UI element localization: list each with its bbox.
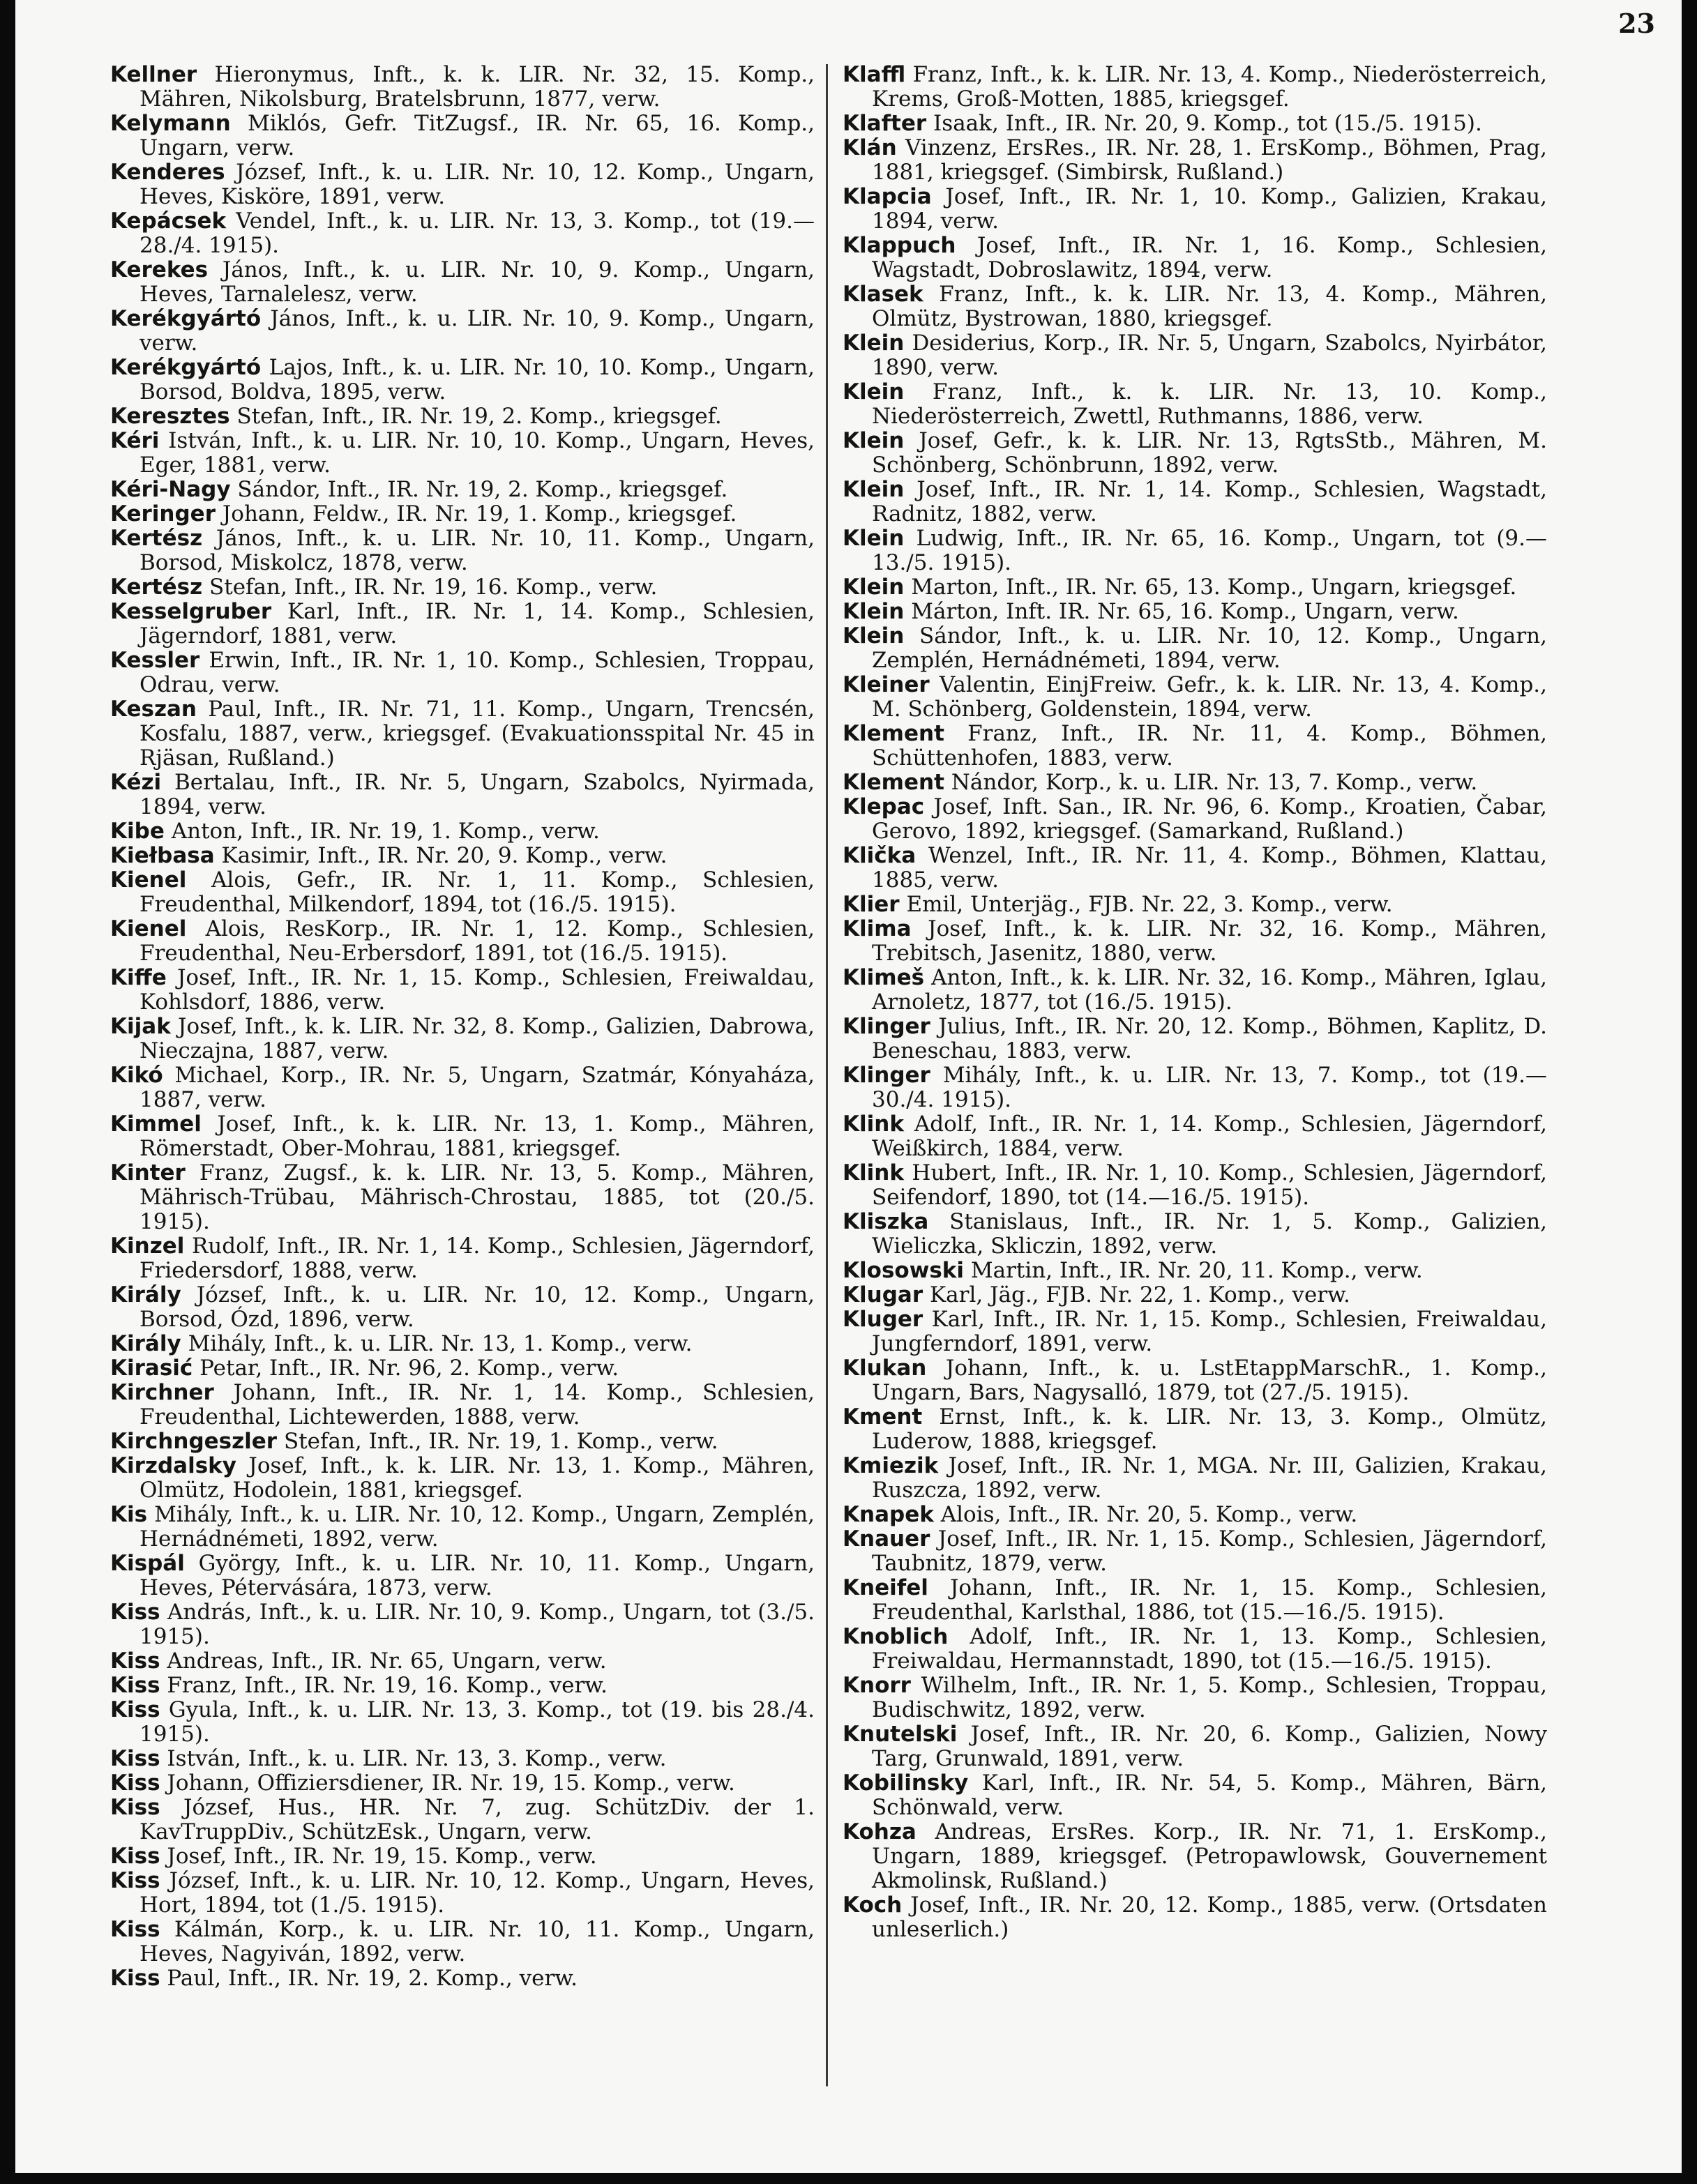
scan-border-right [1682,0,1697,2184]
register-entry [110,1112,815,1161]
register-entry [110,307,815,356]
entry-details: Alois, Gefr., IR. Nr. 1, 11. Komp., Schlesien, Freudenthal, Milkendorf, 1894, tot (16./5. 1915). [139,867,815,917]
register-entry [110,1747,815,1771]
register-entry [843,234,1547,282]
register-entry [843,1771,1547,1820]
register-entry [110,697,815,771]
entry-surname: Klement [843,721,944,746]
register-entry [110,1015,815,1063]
entry-surname: Kepácsek [110,208,227,234]
register-entry [110,1063,815,1112]
entry-surname: Klein [843,477,905,502]
entry-details: József, Inft., k. u. LIR. Nr. 10, 12. Komp., Ungarn, Heves, Kisköre, 1891, verw. [139,160,815,209]
register-entry [843,136,1547,185]
entry-surname: Klier [843,892,900,917]
register-entry [843,600,1547,624]
entry-surname: Kiss [110,1746,160,1771]
entry-details: Alois, ResKorp., IR. Nr. 1, 12. Komp., Schlesien, Freudenthal, Neu-Erbersdorf, 1891, tot (16./5. 1915). [139,916,815,966]
register-entry [110,1771,815,1796]
entry-details: Sándor, Inft., k. u. LIR. Nr. 10, 12. Komp., Ungarn, Zemplén, Hernádnémeti, 1894, verw. [872,623,1548,673]
entry-surname: Kijak [110,1014,171,1039]
register-entry [843,1405,1547,1454]
entry-surname: Kiss [110,1868,160,1893]
entry-surname: Klappuch [843,233,956,258]
register-entry [110,63,815,112]
entry-details: Karl, Inft., IR. Nr. 1, 15. Komp., Schlesien, Freiwaldau, Jungferndorf, 1891, verw. [872,1307,1547,1356]
register-entry [843,1112,1547,1161]
register-entry [110,1161,815,1234]
register-entry [843,1210,1547,1259]
entry-details: Johann, Offiziersdiener, IR. Nr. 19, 15. Komp., verw. [167,1770,735,1796]
entry-surname: Klán [843,135,897,160]
register-entry [110,526,815,575]
entry-details: Paul, Inft., IR. Nr. 19, 2. Komp., verw. [167,1966,578,1991]
entry-surname: Kiss [110,1966,160,1991]
entry-surname: Kienel [110,867,187,893]
entry-details: János, Inft., k. u. LIR. Nr. 10, 11. Komp., Ungarn, Borsod, Miskolcz, 1878, verw. [139,526,815,575]
entry-details: Karl, Jäg., FJB. Nr. 22, 1. Komp., verw. [929,1282,1350,1307]
register-entry [843,1015,1547,1063]
register-entry [110,844,815,868]
entry-details: Mihály, Inft., k. u. LIR. Nr. 13, 1. Komp., verw. [188,1331,693,1356]
entry-surname: Kment [843,1404,923,1430]
register-entry [843,1063,1547,1112]
entry-details: Josef, Inft., k. k. LIR. Nr. 13, 1. Komp., Mähren, Römerstadt, Ober-Mohrau, 1881, kriegsgef. [139,1112,815,1161]
register-entry [110,1381,815,1430]
entry-details: István, Inft., k. u. LIR. Nr. 13, 3. Komp., verw. [167,1746,667,1771]
register-entry [110,966,815,1015]
entry-details: Josef, Inft., IR. Nr. 20, 6. Komp., Galizien, Nowy Targ, Grunwald, 1891, verw. [872,1722,1547,1771]
entry-details: Bertalau, Inft., IR. Nr. 5, Ungarn, Szabolcs, Nyirmada, 1894, verw. [139,770,815,819]
entry-surname: Kinzel [110,1234,185,1259]
entry-surname: Klein [843,623,905,649]
entry-details: Mihály, Inft., k. u. LIR. Nr. 13, 7. Komp., tot (19.—30./4. 1915). [872,1063,1548,1112]
entry-details: Anton, Inft., k. k. LIR. Nr. 32, 16. Komp., Mähren, Iglau, Arnoletz, 1877, tot (16./5. 1915). [872,965,1547,1015]
entry-details: Ludwig, Inft., IR. Nr. 65, 16. Komp., Ungarn, tot (9.—13./5. 1915). [872,526,1547,575]
register-entry [843,185,1547,234]
scan-border-left [0,0,15,2184]
entry-details: Emil, Unterjäg., FJB. Nr. 22, 3. Komp., verw. [906,892,1393,917]
register-entry [110,1332,815,1356]
entry-surname: Klement [843,770,944,795]
entry-surname: Kiss [110,1697,160,1722]
entry-surname: Koch [843,1893,903,1918]
entry-details: József, Hus., HR. Nr. 7, zug. SchützDiv. der 1. KavTruppDiv., SchützEsk., Ungarn, verw. [139,1795,815,1844]
entry-details: József, Inft., k. u. LIR. Nr. 10, 12. Komp., Ungarn, Heves, Hort, 1894, tot (1./5. 1915). [139,1868,815,1918]
register-entry [110,1430,815,1454]
entry-surname: Kis [110,1502,148,1527]
entry-surname: Klein [843,599,905,624]
entry-surname: Klafter [843,111,927,136]
entry-details: Josef, Inft., IR. Nr. 1, 14. Komp., Schlesien, Wagstadt, Radnitz, 1882, verw. [872,477,1547,526]
register-entry [843,282,1547,331]
register-entry [110,429,815,478]
register-entry [843,1161,1547,1210]
entry-surname: Kenderes [110,160,225,185]
entry-surname: Kiss [110,1795,160,1820]
entry-surname: Kiss [110,1673,160,1698]
register-entry [110,404,815,429]
entry-details: Vendel, Inft., k. u. LIR. Nr. 13, 3. Komp., tot (19.—28./4. 1915). [139,208,815,258]
entry-details: Stefan, Inft., IR. Nr. 19, 1. Komp., verw. [283,1429,718,1454]
entry-details: Josef, Inft., IR. Nr. 1, 10. Komp., Galizien, Krakau, 1894, verw. [872,184,1548,234]
entry-details: Alois, Inft., IR. Nr. 20, 5. Komp., verw. [940,1502,1358,1527]
entry-surname: Klička [843,843,917,868]
register-entry [110,1844,815,1869]
entry-details: Mihály, Inft., k. u. LIR. Nr. 10, 12. Komp., Ungarn, Zemplén, Hernádnémeti, 1892, verw. [139,1502,815,1552]
entry-surname: Kessler [110,648,200,673]
register-entry [843,1356,1547,1405]
entry-surname: Klink [843,1160,904,1185]
entry-details: István, Inft., k. u. LIR. Nr. 10, 10. Komp., Ungarn, Heves, Eger, 1881, verw. [139,428,815,478]
entry-surname: Kirasić [110,1356,193,1381]
entry-details: Michael, Korp., IR. Nr. 5, Ungarn, Szatmár, Kónyaháza, 1887, verw. [139,1063,815,1112]
entry-details: Franz, Inft., k. k. LIR. Nr. 13, 10. Komp., Niederösterreich, Zwettl, Ruthmanns, 1886, verw. [872,379,1547,429]
entry-details: Anton, Inft., IR. Nr. 19, 1. Komp., verw. [171,819,600,844]
entry-surname: Kirchner [110,1380,214,1405]
entry-details: Rudolf, Inft., IR. Nr. 1, 14. Komp., Schlesien, Jägerndorf, Friedersdorf, 1888, verw. [139,1234,815,1283]
entry-details: György, Inft., k. u. LIR. Nr. 10, 11. Komp., Ungarn, Heves, Pétervására, 1873, verw. [139,1551,815,1600]
register-entry [110,258,815,307]
entry-details: Hubert, Inft., IR. Nr. 1, 10. Komp., Schlesien, Jägerndorf, Seifendorf, 1890, tot (14.—16./5. 1915). [872,1160,1547,1210]
entry-surname: Klinger [843,1014,930,1039]
register-entry [110,819,815,844]
entry-details: Vinzenz, ErsRes., IR. Nr. 28, 1. ErsKomp., Böhmen, Prag, 1881, kriegsgef. (Simbirsk, Rußland.) [872,135,1547,185]
entry-surname: Kispál [110,1551,185,1576]
entry-details: Josef, Inft., k. k. LIR. Nr. 13, 1. Komp., Mähren, Olmütz, Hodolein, 1881, kriegsgef. [139,1453,815,1503]
entry-surname: Király [110,1331,181,1356]
entry-details: Franz, Zugsf., k. k. LIR. Nr. 13, 5. Komp., Mähren, Mährisch-Trübau, Mährisch-Chrostau, 1885, tot (20./5. 1915). [139,1160,815,1234]
entry-surname: Knauer [843,1526,930,1552]
entry-details: Desiderius, Korp., IR. Nr. 5, Ungarn, Szabolcs, Nyirbátor, 1890, verw. [872,331,1547,380]
entry-details: Nándor, Korp., k. u. LIR. Nr. 13, 7. Komp., verw. [951,770,1478,795]
register-entry [843,1576,1547,1625]
register-entry [843,478,1547,526]
entry-details: Karl, Inft., IR. Nr. 54, 5. Komp., Mähren, Bärn, Schönwald, verw. [872,1770,1547,1820]
entry-surname: Kézi [110,770,162,795]
entry-details: Stanislaus, Inft., IR. Nr. 1, 5. Komp., Galizien, Wieliczka, Skliczin, 1892, verw. [872,1209,1547,1259]
entry-details: Ernst, Inft., k. k. LIR. Nr. 13, 3. Komp., Olmütz, Luderow, 1888, kriegsgef. [872,1404,1547,1454]
entry-surname: Klaffl [843,62,906,87]
page-number: 23 [1618,8,1655,39]
entry-surname: Klein [843,526,905,551]
entry-details: Josef, Inft., IR. Nr. 1, 15. Komp., Schlesien, Freiwaldau, Kohlsdorf, 1886, verw. [139,965,815,1015]
entry-surname: Kluger [843,1307,923,1332]
register-entry [843,917,1547,966]
register-entry [843,1307,1547,1356]
register-entry [110,771,815,819]
entry-details: Isaak, Inft., IR. Nr. 20, 9. Komp., tot (15./5. 1915). [933,111,1482,136]
entry-surname: Kelymann [110,111,231,136]
register-entry [843,1674,1547,1722]
register-entry [843,1527,1547,1576]
entry-surname: Kiss [110,1770,160,1796]
entry-surname: Klosowski [843,1258,965,1283]
register-entry [110,356,815,404]
entry-surname: Kibe [110,819,165,844]
entry-surname: Klein [843,575,905,600]
entry-details: Sándor, Inft., IR. Nr. 19, 2. Komp., kriegsgef. [237,477,728,502]
register-entry [110,478,815,502]
register-entry [110,600,815,649]
entry-details: Josef, Inft., IR. Nr. 20, 12. Komp., 1885, verw. (Ortsdaten unleserlich.) [872,1893,1547,1942]
entry-details: Josef, Gefr., k. k. LIR. Nr. 13, RgtsStb., Mähren, M. Schönberg, Schönbrunn, 1892, verw. [872,428,1547,478]
register-entry [843,575,1547,600]
entry-details: Lajos, Inft., k. u. LIR. Nr. 10, 10. Komp., Ungarn, Borsod, Boldva, 1895, verw. [139,355,815,404]
entry-details: Johann, Inft., IR. Nr. 1, 14. Komp., Schlesien, Freudenthal, Lichtewerden, 1888, verw. [139,1380,815,1430]
entry-details: Kálmán, Korp., k. u. LIR. Nr. 10, 11. Komp., Ungarn, Heves, Nagyiván, 1892, verw. [139,1917,815,1966]
register-entry [110,1966,815,1991]
entry-surname: Klinger [843,1063,930,1088]
register-entry [110,160,815,209]
register-entry [110,1234,815,1283]
register-entry [110,1796,815,1844]
entry-surname: Kleiner [843,672,930,697]
entry-surname: Kiss [110,1600,160,1625]
entry-details: Stefan, Inft., IR. Nr. 19, 2. Komp., kriegsgef. [236,404,722,429]
entry-details: Stefan, Inft., IR. Nr. 19, 16. Komp., verw. [209,575,658,600]
register-entry [110,1454,815,1503]
register-entry [843,722,1547,771]
entry-details: Hieronymus, Inft., k. k. LIR. Nr. 32, 15. Komp., Mähren, Nikolsburg, Bratelsbrunn, 1877, verw. [139,62,815,112]
entry-surname: Kellner [110,62,197,87]
entry-details: Gyula, Inft., k. u. LIR. Nr. 13, 3. Komp., tot (19. bis 28./4. 1915). [139,1697,815,1747]
entry-surname: Klepac [843,794,925,819]
entry-details: Josef, Inft., IR. Nr. 19, 15. Komp., verw. [167,1844,597,1869]
register-entry [110,1674,815,1698]
entry-details: Franz, Inft., k. k. LIR. Nr. 13, 4. Komp., Mähren, Olmütz, Bystrowan, 1880, kriegsgef. [872,282,1547,331]
entry-details: Josef, Inft., k. k. LIR. Nr. 32, 16. Komp., Mähren, Trebitsch, Jasenitz, 1880, verw. [872,916,1547,966]
register-entry [843,624,1547,673]
register-entry [110,1552,815,1600]
entry-details: Josef, Inft. San., IR. Nr. 96, 6. Komp., Kroatien, Čabar, Gerovo, 1892, kriegsgef. (Samarkand, Rußland.) [872,794,1548,844]
entry-details: Andreas, Inft., IR. Nr. 65, Ungarn, verw. [167,1648,607,1674]
entry-details: Josef, Inft., IR. Nr. 1, MGA. Nr. III, Galizien, Krakau, Ruszcza, 1892, verw. [872,1453,1548,1503]
entry-surname: Kliszka [843,1209,929,1234]
entry-details: Josef, Inft., k. k. LIR. Nr. 32, 8. Komp., Galizien, Dabrowa, Nieczajna, 1887, verw. [139,1014,815,1063]
register-entry [110,649,815,697]
entry-surname: Kmiezik [843,1453,939,1478]
entry-details: Petar, Inft., IR. Nr. 96, 2. Komp., verw. [199,1356,619,1381]
entry-surname: Kertész [110,575,203,600]
entry-surname: Kiffe [110,965,167,990]
register-entry [110,1503,815,1552]
register-entry [843,1283,1547,1307]
entry-surname: Keresztes [110,404,230,429]
entry-details: Johann, Feldw., IR. Nr. 19, 1. Komp., kriegsgef. [222,501,737,526]
column-divider [826,64,828,2086]
entry-surname: Klein [843,331,905,356]
entry-surname: Kerékgyártó [110,355,262,380]
register-entry [843,673,1547,722]
entry-surname: Kinter [110,1160,186,1185]
register-entry [843,63,1547,112]
entry-surname: Kiss [110,1844,160,1869]
entry-details: Martin, Inft., IR. Nr. 20, 11. Komp., verw. [970,1258,1423,1283]
entry-details: Julius, Inft., IR. Nr. 20, 12. Komp., Böhmen, Kaplitz, D. Beneschau, 1883, verw. [872,1014,1547,1063]
entry-details: Adolf, Inft., IR. Nr. 1, 14. Komp., Schlesien, Jägerndorf, Weißkirch, 1884, verw. [872,1112,1547,1161]
entry-surname: Kohza [843,1819,917,1844]
register-entry [110,1283,815,1332]
entry-details: Kasimir, Inft., IR. Nr. 20, 9. Komp., verw. [221,843,668,868]
register-entry [843,380,1547,429]
entry-details: Adolf, Inft., IR. Nr. 1, 13. Komp., Schlesien, Freiwaldau, Hermannstadt, 1890, tot (15.—16./5. 1915). [872,1624,1547,1674]
entry-details: Franz, Inft., IR. Nr. 19, 16. Komp., verw. [167,1673,608,1698]
register-entry [110,1356,815,1381]
entry-surname: Klukan [843,1356,927,1381]
register-entry [110,1698,815,1747]
register-entry [110,112,815,160]
entry-details: Franz, Inft., k. k. LIR. Nr. 13, 4. Komp., Niederösterreich, Krems, Groß-Motten, 1885, kriegsgef. [872,62,1548,112]
entry-surname: Keszan [110,697,197,722]
entry-surname: Kéri-Nagy [110,477,231,502]
entry-details: József, Inft., k. u. LIR. Nr. 10, 12. Komp., Ungarn, Borsod, Ózd, 1896, verw. [139,1282,815,1332]
entry-surname: Kobilinsky [843,1770,969,1796]
entry-surname: Kikó [110,1063,163,1088]
register-entry [843,771,1547,795]
entry-details: Andreas, ErsRes. Korp., IR. Nr. 71, 1. ErsKomp., Ungarn, 1889, kriegsgef. (Petropawlowsk, Gouvernement Akmolinsk, Rußland.) [872,1819,1547,1893]
entry-details: Karl, Inft., IR. Nr. 1, 14. Komp., Schlesien, Jägerndorf, 1881, verw. [139,599,815,649]
entry-details: Valentin, EinjFreiw. Gefr., k. k. LIR. Nr. 13, 4. Komp., M. Schönberg, Goldenstein, 1894, verw. [872,672,1547,722]
entry-surname: Kirzdalsky [110,1453,236,1478]
entry-surname: Kerékgyártó [110,306,262,331]
entry-details: Josef, Inft., IR. Nr. 1, 15. Komp., Schlesien, Jägerndorf, Taubnitz, 1879, verw. [872,1526,1547,1576]
entry-surname: Kiss [110,1917,160,1942]
entry-details: Wilhelm, Inft., IR. Nr. 1, 5. Komp., Schlesien, Troppau, Budischwitz, 1892, verw. [872,1673,1547,1722]
right-column [843,63,1547,1942]
entry-details: Wenzel, Inft., IR. Nr. 11, 4. Komp., Böhmen, Klattau, 1885, verw. [872,843,1548,893]
entry-surname: Knapek [843,1502,934,1527]
entry-surname: Klapcia [843,184,932,209]
register-entry [843,331,1547,380]
register-entry [110,917,815,966]
register-entry [843,893,1547,917]
scan-border-bottom [0,2173,1697,2184]
entry-surname: Keringer [110,501,216,526]
register-entry [843,795,1547,844]
entry-details: Johann, Inft., IR. Nr. 1, 15. Komp., Schlesien, Freudenthal, Karlsthal, 1886, tot (15.—16./5. 1915). [872,1575,1547,1625]
register-entry [843,1259,1547,1283]
register-entry [843,1820,1547,1893]
entry-surname: Knoblich [843,1624,949,1649]
register-entry [843,526,1547,575]
register-entry [110,502,815,526]
entry-surname: Kiełbasa [110,843,215,868]
entry-surname: Klimeš [843,965,925,990]
entry-surname: Knutelski [843,1722,958,1747]
entry-surname: Kimmel [110,1112,202,1137]
register-entry [110,1649,815,1674]
entry-surname: Klink [843,1112,904,1137]
entry-surname: Kneifel [843,1575,928,1600]
register-entry [110,575,815,600]
entry-details: Johann, Inft., k. u. LstEtappMarschR., 1. Komp., Ungarn, Bars, Nagysalló, 1879, tot (27./5. 1915). [872,1356,1547,1405]
entry-details: Erwin, Inft., IR. Nr. 1, 10. Komp., Schlesien, Troppau, Odrau, verw. [139,648,815,697]
register-entry [843,112,1547,136]
register-entry [110,1918,815,1966]
entry-surname: Klugar [843,1282,923,1307]
entry-surname: Klein [843,379,905,404]
entry-surname: Kesselgruber [110,599,272,624]
register-entry [110,1869,815,1918]
left-column [110,63,815,1991]
entry-surname: Klima [843,916,912,941]
register-entry [110,868,815,917]
entry-details: Miklós, Gefr. TitZugsf., IR. Nr. 65, 16. Komp., Ungarn, verw. [139,111,815,160]
register-entry [843,1893,1547,1942]
entry-surname: Kéri [110,428,160,453]
register-entry [843,1722,1547,1771]
entry-details: András, Inft., k. u. LIR. Nr. 10, 9. Komp., Ungarn, tot (3./5. 1915). [139,1600,815,1649]
register-entry [110,209,815,258]
entry-details: Márton, Inft. IR. Nr. 65, 16. Komp., Ungarn, verw. [911,599,1459,624]
entry-surname: Kienel [110,916,187,941]
register-entry [843,1625,1547,1674]
entry-details: Franz, Inft., IR. Nr. 11, 4. Komp., Böhmen, Schüttenhofen, 1883, verw. [872,721,1547,771]
register-entry [843,966,1547,1015]
entry-surname: Kiss [110,1648,160,1674]
entry-surname: Klein [843,428,905,453]
register-entry [843,429,1547,478]
entry-surname: Kerekes [110,257,209,282]
register-entry [843,844,1547,893]
register-entry [843,1503,1547,1527]
entry-details: János, Inft., k. u. LIR. Nr. 10, 9. Komp., Ungarn, Heves, Tarnalelesz, verw. [139,257,815,307]
entry-details: Josef, Inft., IR. Nr. 1, 16. Komp., Schlesien, Wagstadt, Dobroslawitz, 1894, verw. [872,233,1548,282]
entry-surname: Kertész [110,526,203,551]
entry-surname: Király [110,1282,181,1307]
entry-surname: Klasek [843,282,923,307]
entry-details: János, Inft., k. u. LIR. Nr. 10, 9. Komp., Ungarn, verw. [139,306,815,356]
entry-details: Marton, Inft., IR. Nr. 65, 13. Komp., Ungarn, kriegsgef. [911,575,1517,600]
register-entry [110,1600,815,1649]
entry-surname: Knorr [843,1673,911,1698]
entry-surname: Kirchngeszler [110,1429,278,1454]
entry-details: Paul, Inft., IR. Nr. 71, 11. Komp., Ungarn, Trencsén, Kosfalu, 1887, verw., kriegsgef. (Evakuationsspital Nr. 45 in Rjäsan, Rußland.) [139,697,815,771]
register-entry [843,1454,1547,1503]
